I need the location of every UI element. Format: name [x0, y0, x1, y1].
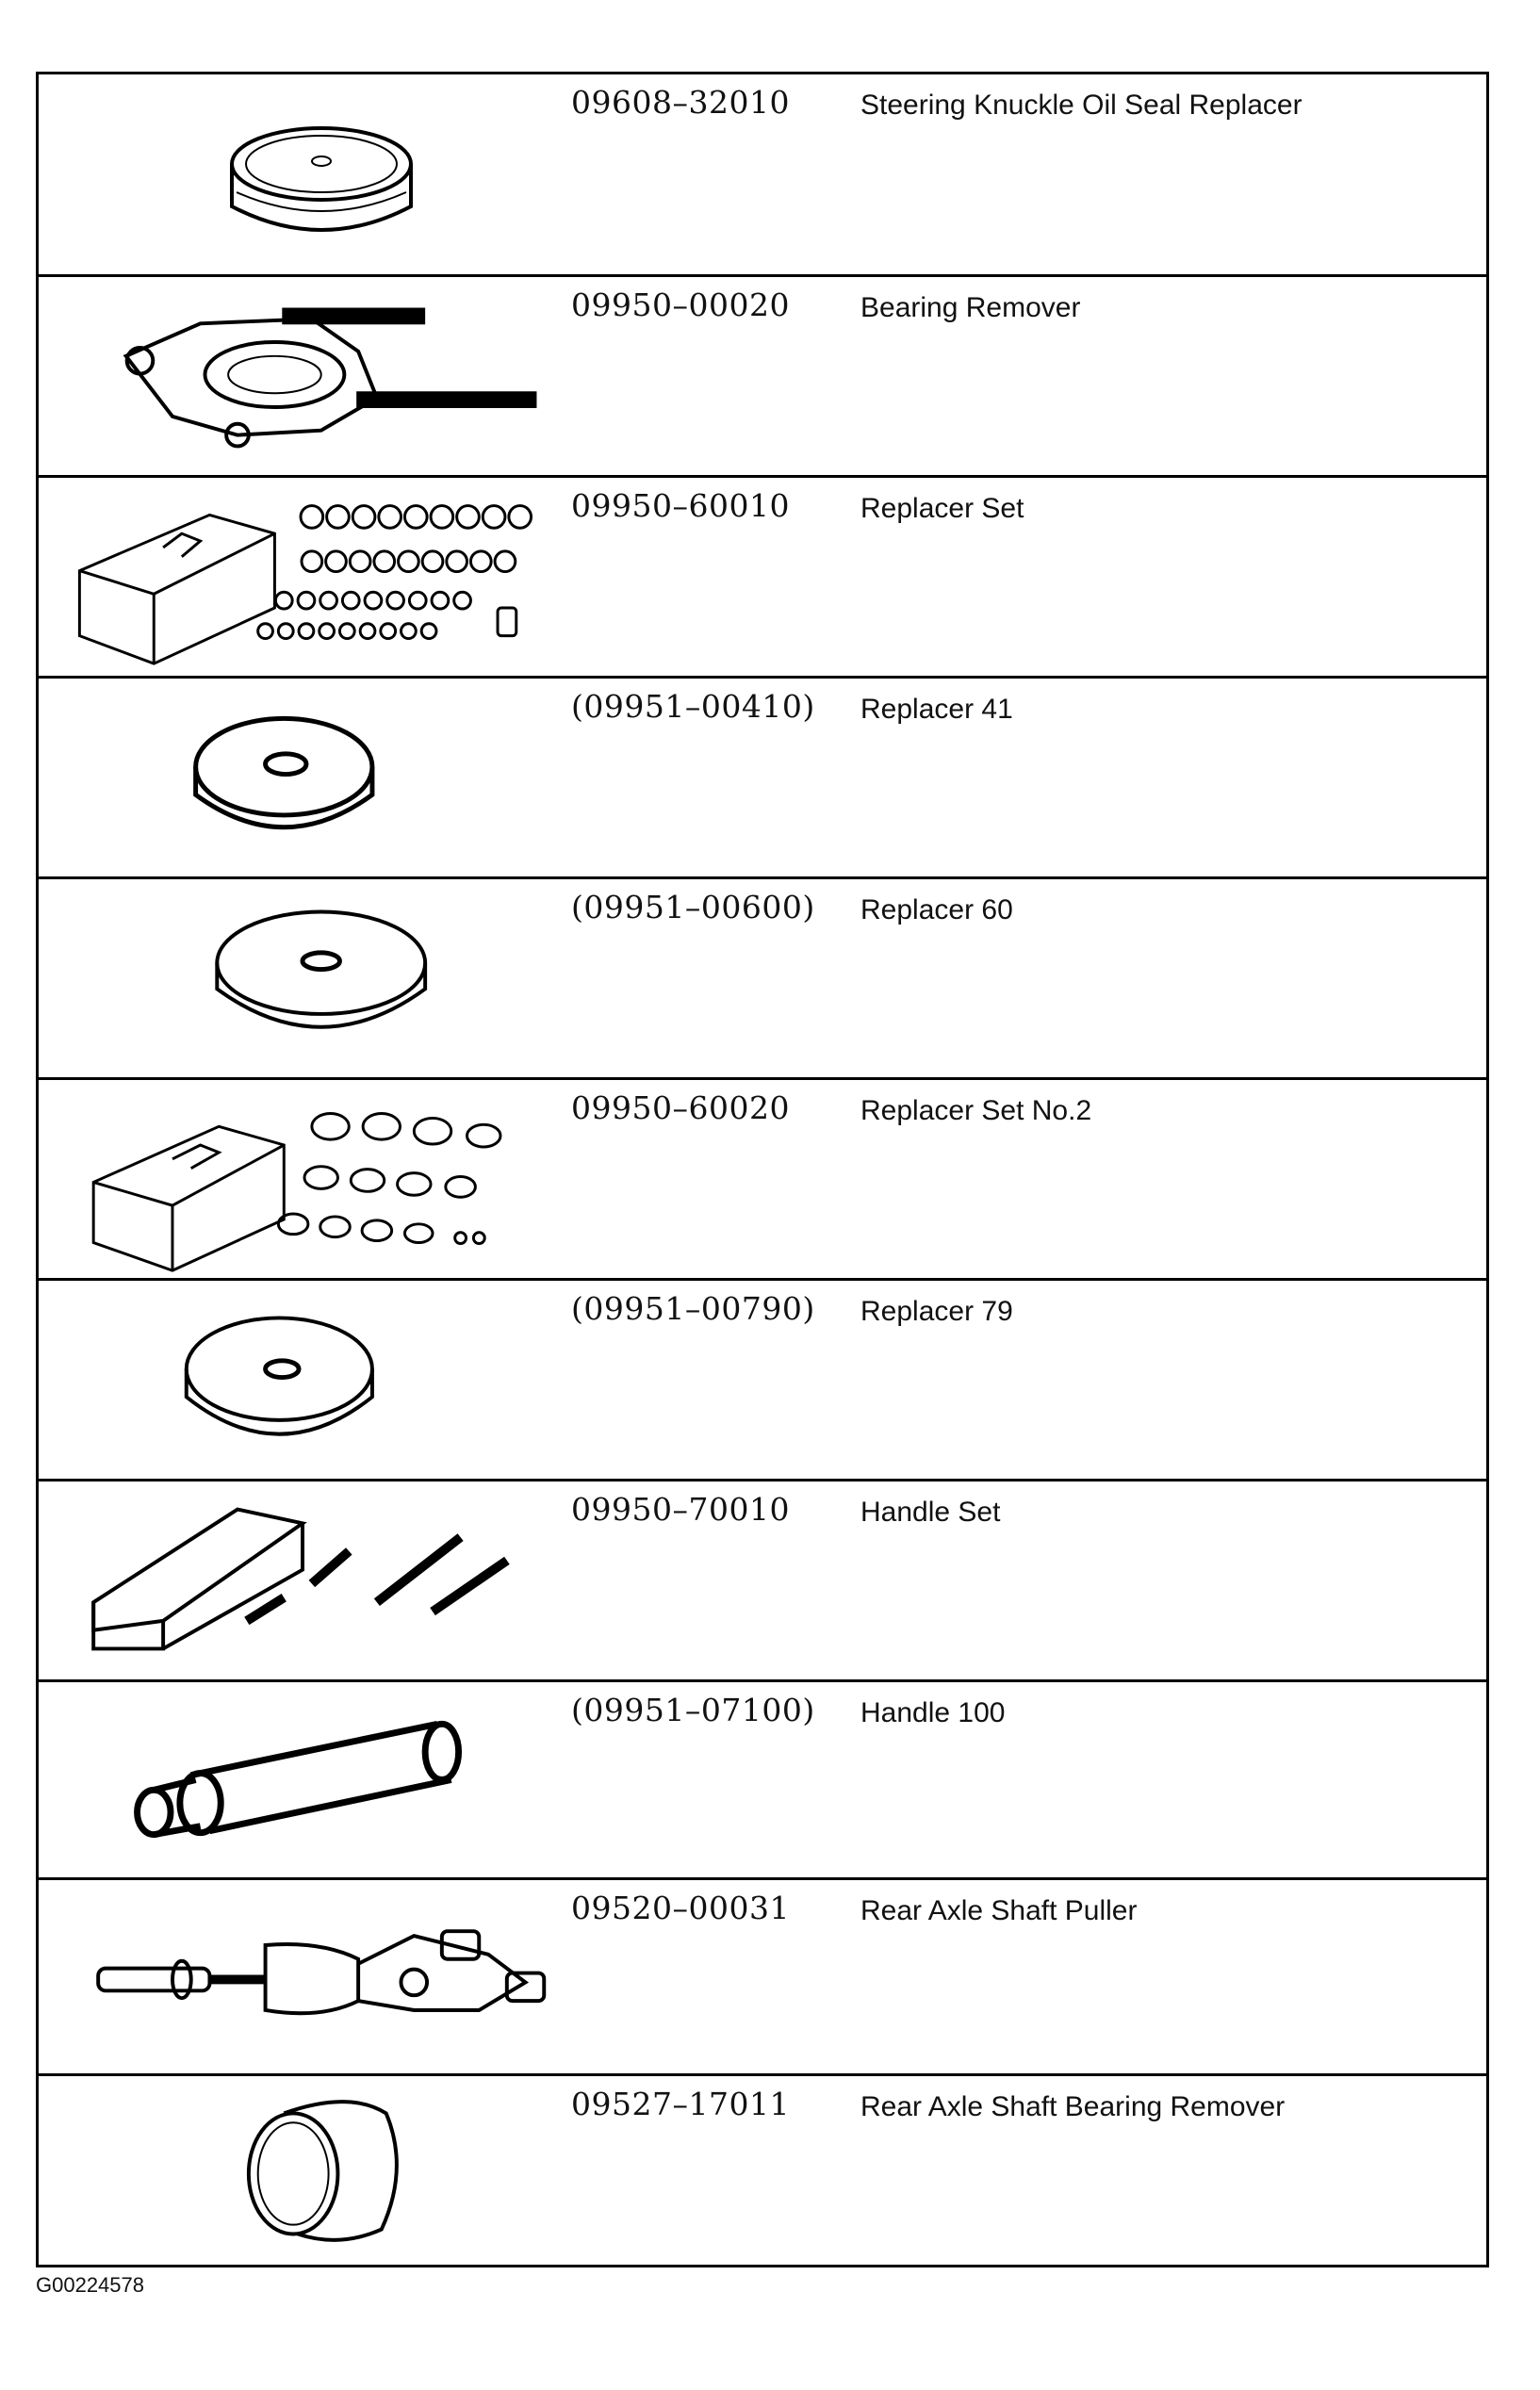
- bearing-cup-icon: [39, 2076, 566, 2267]
- tool-name: Replacer Set: [860, 493, 1024, 524]
- part-number: 09527–17011: [571, 2086, 790, 2122]
- tool-name: Replacer 41: [860, 694, 1013, 725]
- part-number: 09950–00020: [571, 286, 790, 323]
- bearing-remover-icon: [39, 277, 566, 475]
- replacer-disc-icon: [39, 879, 566, 1077]
- table-row: [39, 74, 1486, 274]
- part-number: 09950–70010: [571, 1491, 790, 1528]
- special-tools-table: [36, 72, 1489, 2267]
- tool-name: Rear Axle Shaft Bearing Remover: [860, 2091, 1286, 2122]
- table-row: [39, 1479, 1486, 1679]
- table-row: [39, 1679, 1486, 1877]
- table-row: [39, 1077, 1486, 1278]
- replacer-set-icon: [39, 1080, 566, 1278]
- part-number: 09950–60020: [571, 1089, 790, 1126]
- replacer-disc-icon: [39, 1281, 566, 1479]
- handle-icon: [39, 1682, 566, 1877]
- table-row: [39, 274, 1486, 475]
- table-row: [39, 475, 1486, 676]
- oil-seal-replacer-icon: [39, 74, 566, 274]
- part-number: (09951–00600): [571, 889, 815, 925]
- table-row: [39, 1877, 1486, 2073]
- table-row: [39, 1278, 1486, 1479]
- table-row: [39, 2073, 1486, 2267]
- tool-name: Bearing Remover: [860, 292, 1081, 323]
- tool-name: Rear Axle Shaft Puller: [860, 1895, 1138, 1926]
- tool-name: Handle 100: [860, 1697, 1006, 1728]
- handle-set-icon: [39, 1481, 566, 1679]
- replacer-disc-icon: [39, 679, 566, 876]
- tool-name: Replacer Set No.2: [860, 1095, 1092, 1126]
- table-row: [39, 676, 1486, 876]
- part-number: (09951–00790): [571, 1290, 815, 1327]
- part-number: (09951–07100): [571, 1692, 815, 1728]
- part-number: (09951–00410): [571, 688, 815, 725]
- tool-name: Replacer 60: [860, 894, 1013, 925]
- tool-name: Replacer 79: [860, 1296, 1013, 1327]
- tool-name: Steering Knuckle Oil Seal Replacer: [860, 90, 1302, 121]
- replacer-set-icon: [39, 478, 566, 676]
- tool-name: Handle Set: [860, 1497, 1001, 1528]
- part-number: 09608–32010: [571, 84, 790, 121]
- axle-puller-icon: [39, 1880, 566, 2073]
- part-number: 09950–60010: [571, 487, 790, 524]
- figure-id: G00224578: [36, 2273, 144, 2297]
- part-number: 09520–00031: [571, 1890, 790, 1926]
- table-row: [39, 876, 1486, 1077]
